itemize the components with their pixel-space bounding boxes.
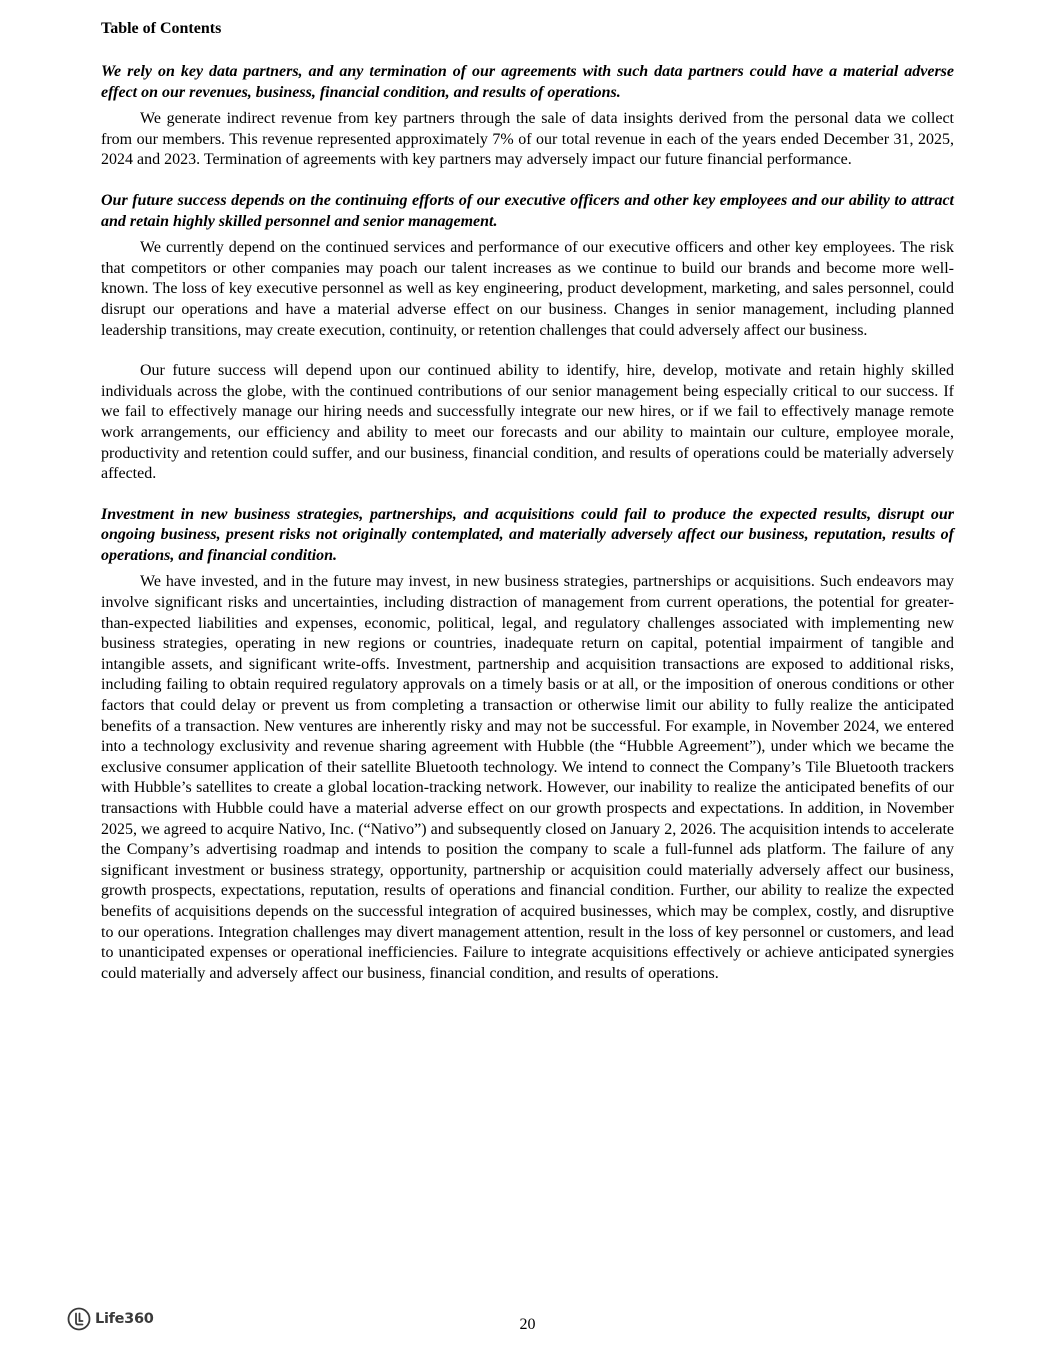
page-number: 20 [519, 1316, 536, 1333]
paragraph-data-partners: We generate indirect revenue from key partners through the sale of data insights derived from the personal data we collect from our members. This revenue represented approximately 7% of our total revenue in each of the years ended December 31, 2025, 2024 and 2023. Termination of agreements with key partners may adversely impact our future financial performance. [101, 110, 954, 169]
paragraph-investment: We have invested, and in the future may invest, in new business strategies, partnerships or acquisitions. Such endeavors may involve significant risks and uncertainties, including distraction of management from current operations, the potential for greater-than-expected liabilities and expenses, economic, political, legal, and regulatory challenges associated with implementing new business strategies, operating in new regions or countries, inadequate return on capital, potential impairment of tangible and intangible assets, and significant write-offs. Investment, partnership and acquisition transactions are exposed to additional risks, including failing to obtain required regulatory approvals on a timely basis or at all, or the imposition of onerous conditions or other factors that could delay or prevent us from completing a transaction or otherwise limit our ability to fully realize the anticipated benefits of a transaction. New ventures are inherently risky and may not be successful. For example, in November 2024, we entered into a technology exclusivity and revenue sharing agreement with Hubble (the “Hubble Agreement”), under which we became the exclusive consumer application of their satellite Bluetooth technology. We intend to connect the Company’s Tile Bluetooth trackers with Hubble’s satellites to create a global location-tracking network. However, our inability to realize the anticipated benefits of our transactions with Hubble could have a material adverse effect on our growth prospects and expectations. In addition, in November 2025, we agreed to acquire Nativo, Inc. (“Nativo”) and subsequently closed on January 2, 2026. The acquisition intends to accelerate the Company’s advertising roadmap and intends to position the company to scale a full-funnel ads platform. The failure of any significant investment or business strategy, opportunity, partnership or acquisition could materially adversely affect our business, growth prospects, expectations, reputation, results of operations and financial condition. Further, our ability to realize the expected benefits of acquisitions depends on the successful integration of acquired businesses, which may be complex, costly, and disruptive to our operations. Integration challenges may divert management attention, result in the loss of key personnel or customers, and lead to unanticipated expenses or operational inefficiencies. Failure to integrate acquisitions effectively or achieve anticipated synergies could materially and adversely affect our business, financial condition, and results of operations. [101, 573, 954, 982]
document-page [101, 18, 954, 1004]
section-heading-data-partners: We rely on key data partners, and any termination of our agreements with such data partners could have a material adverse effect on our revenues, business, financial condition, and results of operations. [101, 63, 954, 101]
paragraph-key-employees-1: We currently depend on the continued services and performance of our executive officers and other key employees. The risk that competitors or other companies may poach our talent increases as we continue to build our brands and become more well-known. The loss of key executive personnel as well as key engineering, product development, marketing, and sales personnel, could disrupt our operations and have a material adverse effect on our business. Changes in senior management, including planned leadership transitions, may create execution, continuity, or retention challenges that could adversely affect our business. [101, 239, 954, 339]
table-of-contents-link[interactable]: Table of Contents [101, 20, 222, 37]
section-heading-investment: Investment in new business strategies, partnerships, and acquisitions could fail to produce the expected results, disrupt our ongoing business, present risks not originally contemplated, and materially adversely affect our business, reputation, results of operations, and financial condition. [101, 505, 954, 564]
section-heading-key-employees: Our future success depends on the continuing efforts of our executive officers and other key employees and our ability to attract and retain highly skilled personnel and senior management. [101, 191, 954, 230]
logo-text: Life360 [95, 1311, 154, 1327]
paragraph-key-employees-2: Our future success will depend upon our continued ability to identify, hire, develop, motivate and retain highly skilled individuals across the globe, with the continued contributions of our senior management being especially critical to our success. If we fail to effectively manage our hiring needs and successfully integrate our new hires, or if we fail to effectively manage remote work arrangements, our efficiency and ability to meet our forecasts and our ability to maintain our culture, employee morale, productivity and retention could suffer, and our business, financial condition, and results of operations could be materially adversely affected. [101, 362, 954, 483]
